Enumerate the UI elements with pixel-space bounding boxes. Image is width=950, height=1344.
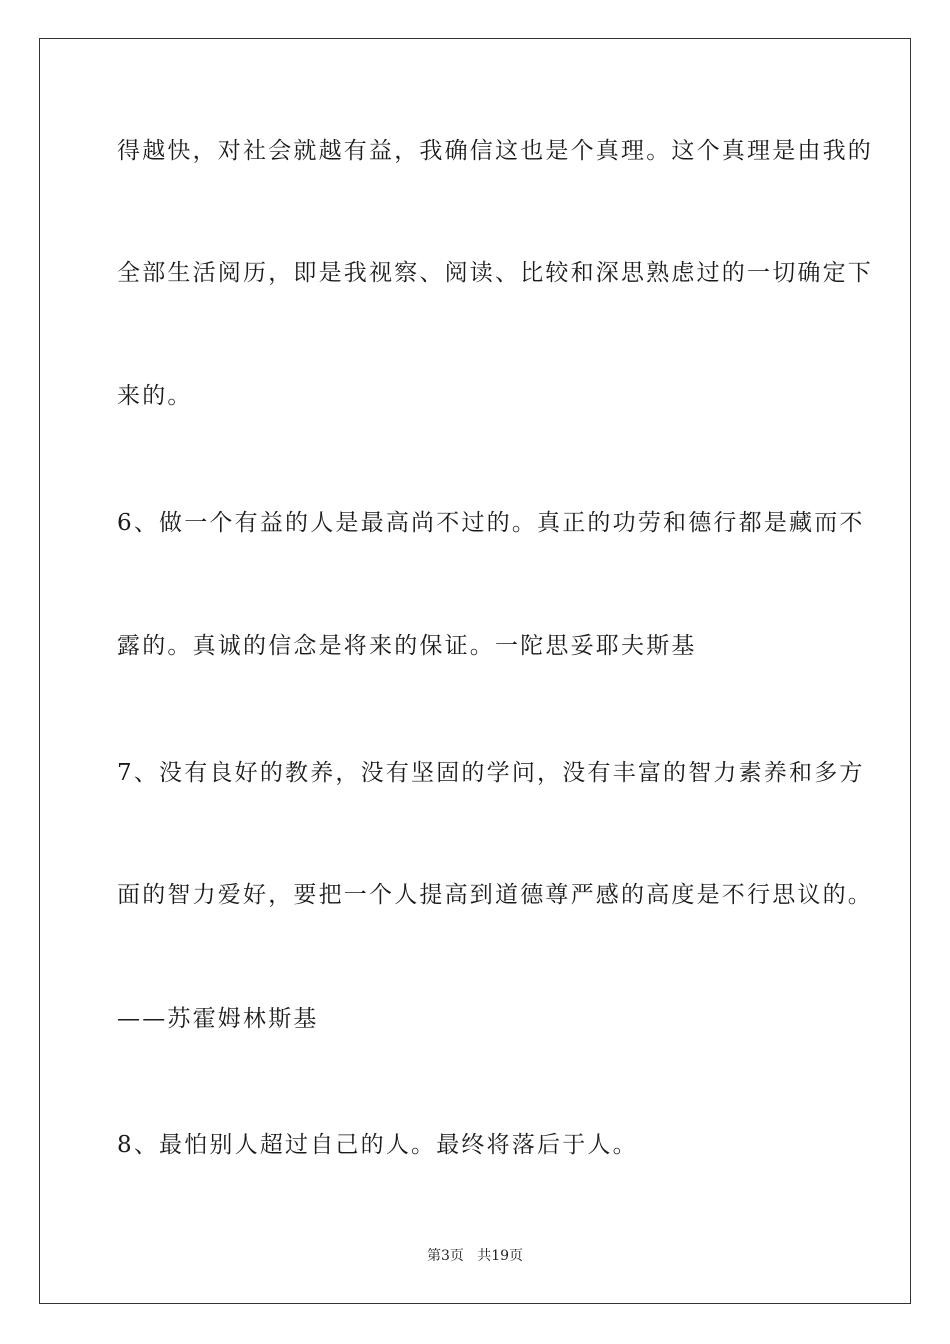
text-line: 露的。真诚的信念是将来的保证。一陀思妥耶夫斯基 — [117, 633, 697, 659]
text-line: 得越快，对社会就越有益，我确信这也是个真理。这个真理是由我的 — [117, 138, 873, 164]
text-line: 7、没有良好的教养，没有坚固的学问，没有丰富的智力素养和多方 — [117, 760, 865, 786]
text-line: 面的智力爱好，要把一个人提高到道德尊严感的高度是不行思议的。 — [117, 882, 873, 908]
text-line: 全部生活阅历，即是我视察、阅读、比较和深思熟虑过的一切确定下 — [117, 260, 873, 286]
text-line: ——苏霍姆林斯基 — [117, 1006, 319, 1032]
text-line: 8、最怕别人超过自己的人。最终将落后于人。 — [117, 1132, 638, 1158]
page-number-footer: 第3页 共19页 — [426, 1248, 524, 1264]
text-line: 来的。 — [117, 383, 193, 409]
text-line: 6、做一个有益的人是最高尚不过的。真正的功劳和德行都是藏而不 — [117, 510, 865, 536]
page-frame — [39, 38, 911, 1304]
